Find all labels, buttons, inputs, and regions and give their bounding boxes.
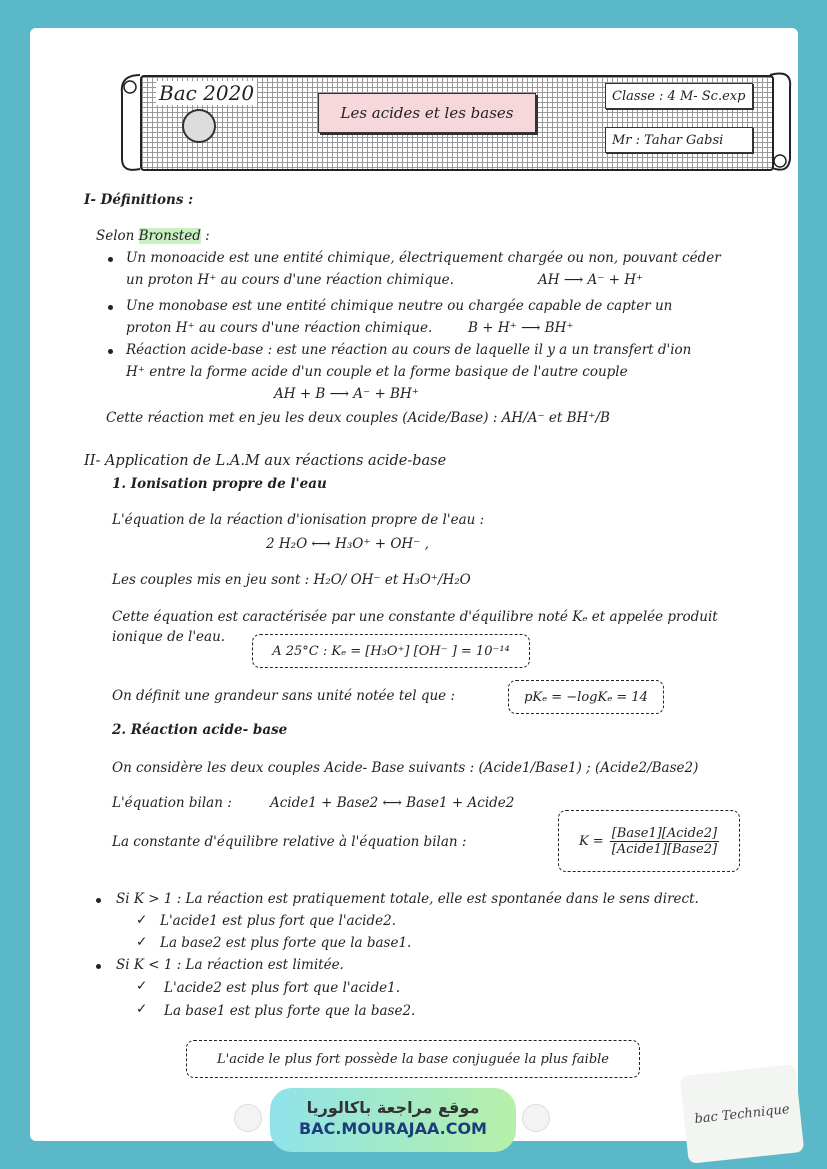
bronsted-intro	[96, 228, 210, 244]
case2-point-a: L'acide2 est plus fort que l'acide1.	[164, 980, 400, 996]
k-prefix: K =	[578, 833, 604, 849]
eq-monoacide: AH ⟶ A⁻ + H⁺	[538, 272, 644, 288]
couples-water: Les couples mis en jeu sont : H₂O/ OH⁻ et H₃O⁺/H₂O	[112, 572, 471, 588]
case-k-greater: Si K > 1 : La réaction est pratiquement totale, elle est spontanée dans le sens direct.	[116, 891, 699, 907]
teacher-label: Mr : Tahar Gabsi	[605, 127, 753, 153]
section-1-heading: I- Définitions :	[84, 192, 194, 208]
eq-intro: L'équation de la réaction d'ionisation propre de l'eau :	[112, 512, 485, 528]
section-2-heading: II- Application de L.A.M aux réactions acide-base	[84, 453, 447, 469]
page-title: Les acides et les bases	[318, 93, 536, 133]
intro-suffix: :	[200, 228, 210, 244]
def-acid-base-2: H⁺ entre la forme acide d'un couple et la forme basique de l'autre couple	[126, 364, 628, 380]
site-logo-icon	[234, 1104, 262, 1132]
k-numerator: [Base1][Acide2]	[611, 825, 718, 841]
bronsted-highlight: Bronsted	[138, 228, 201, 244]
intro-prefix: Selon	[96, 228, 139, 244]
def-monoacide-2: un proton H⁺ au cours d'une réaction chimique.	[126, 272, 454, 288]
conclusion-box: L'acide le plus fort possède la base conjuguée la plus faible	[186, 1040, 640, 1078]
eq-monobase: B + H⁺ ⟶ BH⁺	[468, 320, 574, 336]
ke-line-2: ionique de l'eau.	[112, 629, 226, 645]
check-icon: ✓	[136, 1001, 148, 1017]
bullet-icon	[108, 257, 113, 262]
emblem-icon	[182, 109, 216, 143]
consider-couples: On considère les deux couples Acide- Base suivants : (Acide1/Base1) ; (Acide2/Base2)	[112, 760, 699, 776]
case1-point-b: La base2 est plus forte que la base1.	[160, 935, 412, 951]
def-monobase-2: proton H⁺ au cours d'une réaction chimique.	[126, 320, 433, 336]
check-icon: ✓	[136, 934, 148, 950]
site-banner[interactable]	[270, 1088, 516, 1152]
ke-box: A 25°C : Kₑ = [H₃O⁺] [OH⁻ ] = 10⁻¹⁴	[252, 634, 530, 668]
k-fraction	[610, 826, 719, 857]
case2-point-b: La base1 est plus forte que la base2.	[164, 1003, 416, 1019]
def-monobase: Une monobase est une entité chimique neutre ou chargée capable de capter un	[126, 298, 673, 314]
pke-line: On définit une grandeur sans unité notée tel que :	[112, 688, 456, 704]
bullet-icon	[108, 305, 113, 310]
site-logo-icon	[522, 1104, 550, 1132]
check-icon: ✓	[136, 912, 148, 928]
case-k-less: Si K < 1 : La réaction est limitée.	[116, 957, 344, 973]
bullet-icon	[108, 349, 113, 354]
def-monoacide: Un monoacide est une entité chimique, électriquement chargée ou non, pouvant céder	[126, 250, 721, 266]
site-url[interactable]: BAC.MOURAJAA.COM	[299, 1119, 487, 1138]
check-icon: ✓	[136, 978, 148, 994]
k-denominator: [Acide1][Base2]	[611, 841, 718, 857]
def-acid-base: Réaction acide-base : est une réaction au cours de laquelle il y a un transfert d'ion	[126, 342, 692, 358]
pke-box: pKₑ = −logKₑ = 14	[508, 680, 664, 714]
eq-acid-base: AH + B ⟶ A⁻ + BH⁺	[274, 386, 419, 402]
k-expression-box	[558, 810, 740, 872]
bac-logo-text: Bac 2020	[156, 81, 257, 105]
bilan-equation: Acide1 + Base2 ⟷ Base1 + Acide2	[270, 795, 515, 811]
subsection-2: 2. Réaction acide- base	[112, 722, 288, 738]
bilan-label: L'équation bilan :	[112, 795, 232, 811]
class-label: Classe : 4 M- Sc.exp	[605, 83, 753, 109]
ke-line-1: Cette équation est caractérisée par une constante d'équilibre noté Kₑ et appelée produit	[112, 609, 718, 625]
watermark-stamp: bac Technique	[680, 1064, 805, 1164]
eq-water: 2 H₂O ⟷ H₃O⁺ + OH⁻ ,	[266, 536, 429, 552]
site-arabic-name: موقع مراجعة باكالوريا	[306, 1098, 480, 1117]
header-banner	[118, 63, 798, 177]
document-page	[30, 28, 798, 1141]
couples-line: Cette réaction met en jeu les deux couples (Acide/Base) : AH/A⁻ et BH⁺/B	[106, 410, 610, 426]
case1-point-a: L'acide1 est plus fort que l'acide2.	[160, 913, 396, 929]
constant-label: La constante d'équilibre relative à l'équation bilan :	[112, 834, 467, 850]
bullet-icon	[96, 898, 101, 903]
subsection-1: 1. Ionisation propre de l'eau	[112, 476, 327, 492]
bullet-icon	[96, 964, 101, 969]
